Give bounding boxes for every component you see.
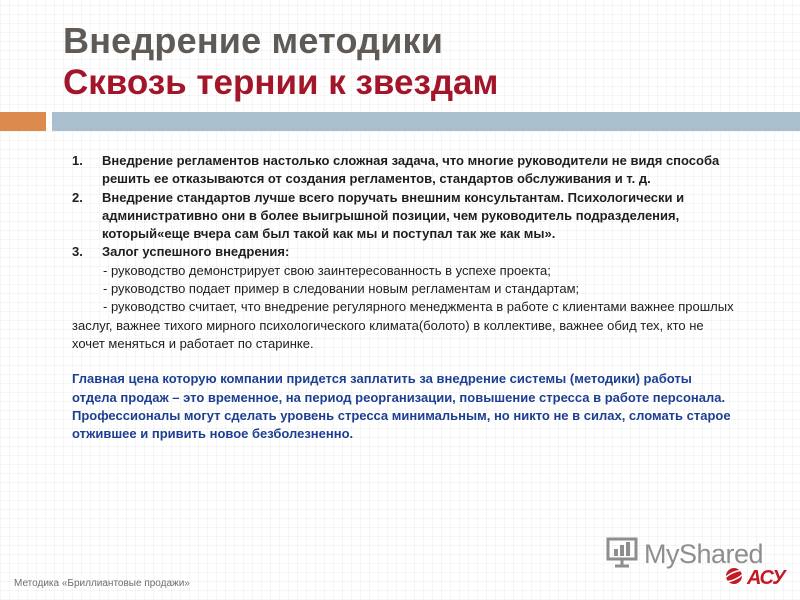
slide-content [72, 152, 740, 443]
list-item-number: 3. [72, 244, 83, 260]
watermark-text: MyShared [644, 538, 764, 569]
list-item [72, 189, 740, 244]
conclusion-text: Главная цена которую компании придется заплатить за внедрение системы (методики) работы отдела продаж – это временное, на период реорганизации, повышение стресса в работе персонала. Профессионалы могут сделать уровень стресса минимальным, но никто не в силах, сломать старое отжившее и привить новое безболезненно. [72, 371, 731, 442]
slide-subtitle: Сквозь тернии к звездам [63, 63, 499, 102]
success-point: - руководство подает пример в следовании новым регламентам и стандартам; [103, 281, 580, 297]
success-point: - руководство считает, что внедрение регулярного менеджмента в работе с клиентами важнее прошлых заслуг, важнее тихого мирного психологического климата(болото) в коллективе, важнее обид тех, кто не хочет меняться и работает по старинке. [72, 299, 734, 351]
list-item-number: 1. [72, 153, 83, 168]
globe-icon [724, 566, 744, 591]
success-point-paragraph [72, 298, 740, 353]
list-item-text: Внедрение стандартов лучше всего поручать внешним консультантам. Психологически и административно они в более выигрышной позиции, чем руководитель подразделения, который«еще вчера сам был такой как мы и поступал так же как мы». [102, 189, 685, 242]
presentation-icon [606, 536, 640, 573]
slide-title: Внедрение методики [63, 20, 444, 61]
list-item [72, 243, 740, 261]
success-point: - руководство демонстрирует свою заинтересованность в успехе проекта; [103, 262, 551, 278]
footer-text: Методика «Бриллиантовые продажи» [14, 578, 190, 589]
accent-bar-blue [52, 112, 800, 131]
accent-bar-orange [0, 112, 46, 131]
list-item-text: Залог успешного внедрения: [102, 244, 290, 260]
list-item [72, 152, 740, 189]
list-item-number: 2. [72, 189, 83, 205]
company-logo [724, 566, 785, 591]
logo-text: АСУ [747, 567, 785, 589]
list-item-text: Внедрение регламентов настолько сложная задача, что многие руководители не видя способа решить ее отказываются от создания регламентов, стандартов обслуживания и т. д. [102, 153, 720, 187]
